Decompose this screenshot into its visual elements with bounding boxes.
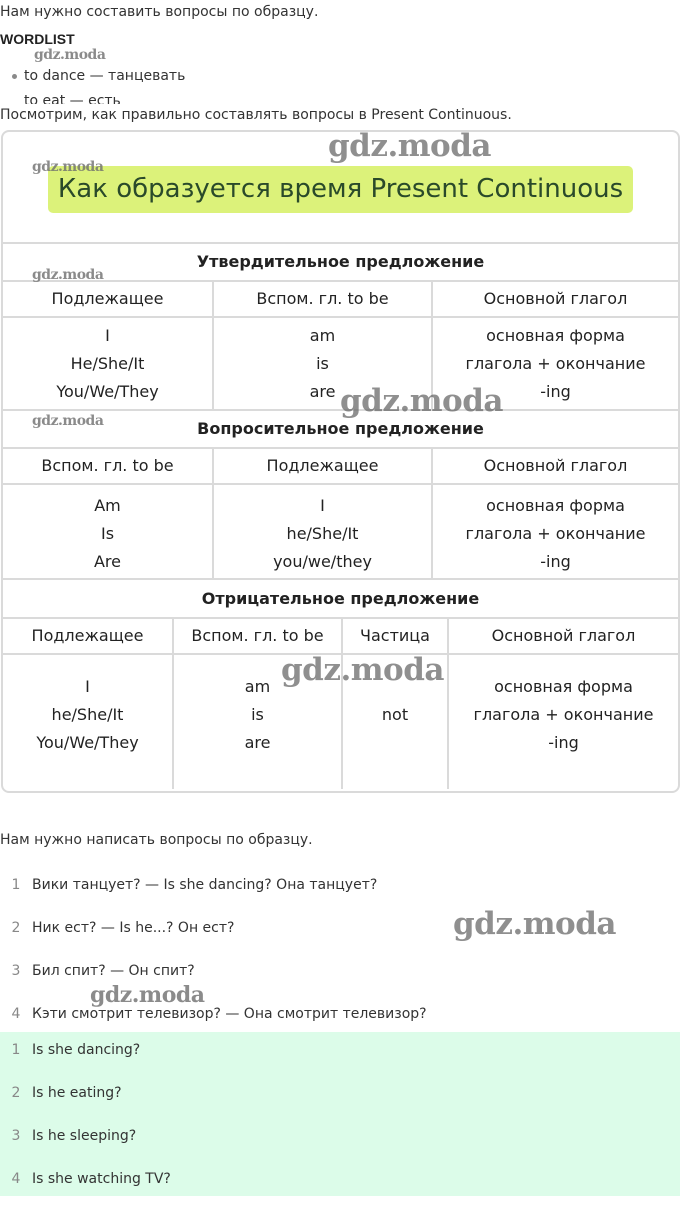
- table-divider: [3, 316, 678, 318]
- column-header: Вспом. гл. to be: [41, 456, 174, 475]
- wordlist-item-text: to dance — танцевать: [24, 68, 186, 84]
- column-header: Вспом. гл. to be: [256, 289, 389, 308]
- column-header: Подлежащее: [266, 456, 379, 475]
- section-title-negative: Отрицательное предложение: [201, 589, 480, 608]
- column-header: Подлежащее: [31, 626, 144, 645]
- bullet-icon: [12, 74, 17, 79]
- table-cell: I he/She/It you/we/they: [273, 496, 372, 571]
- section-title-interrogative: Вопросительное предложение: [197, 419, 484, 438]
- table-divider: [3, 447, 678, 449]
- table-title: Как образуется время Present Continuous: [48, 166, 633, 213]
- task-item: 2 Ник ест? — Is he...? Он ест?: [11, 920, 235, 936]
- table-cell: am is are: [244, 677, 271, 752]
- wordlist-title: WORDLIST: [0, 31, 75, 47]
- watermark: gdz.moda: [34, 47, 106, 63]
- wordlist-item: [12, 68, 185, 84]
- column-header: Частица: [360, 626, 430, 645]
- table-cell: I he/She/It You/We/They: [36, 677, 139, 752]
- column-header: Основной глагол: [483, 289, 628, 308]
- answer-item: 2 Is he eating?: [11, 1085, 122, 1101]
- column-header: Вспом. гл. to be: [191, 626, 324, 645]
- answer-item: 3 Is he sleeping?: [11, 1128, 137, 1144]
- table-cell: Am Is Are: [93, 496, 121, 571]
- wordlist-item-text: to eat — есть: [24, 95, 121, 104]
- table-divider: [3, 280, 678, 282]
- section-title-affirmative: Утвердительное предложение: [196, 252, 485, 271]
- watermark: gdz.moda: [32, 159, 104, 175]
- watermark: gdz.moda: [32, 413, 104, 429]
- table-cell: основная форма глагола + окончание -ing: [465, 326, 646, 401]
- table-divider: [3, 578, 678, 580]
- column-header: Подлежащее: [51, 289, 164, 308]
- task-item: 1 Вики танцует? — Is she dancing? Она танцует?: [11, 877, 378, 893]
- intro-text: Нам нужно составить вопросы по образцу.: [0, 4, 319, 20]
- lead-text: Посмотрим, как правильно составлять вопросы в Present Continuous.: [0, 107, 512, 123]
- table-cell: I He/She/It You/We/They: [56, 326, 159, 401]
- table-cell: am is are: [309, 326, 336, 401]
- task-item: 4 Кэти смотрит телевизор? — Она смотрит телевизор?: [11, 1006, 427, 1022]
- watermark: gdz.moda: [90, 982, 205, 1008]
- table-divider: [3, 242, 678, 244]
- watermark: gdz.moda: [328, 128, 491, 164]
- task-intro: Нам нужно написать вопросы по образцу.: [0, 832, 313, 848]
- watermark: gdz.moda: [281, 652, 444, 688]
- watermark: gdz.moda: [453, 906, 616, 942]
- wordlist-item: [12, 95, 121, 104]
- table-divider: [3, 483, 678, 485]
- watermark: gdz.moda: [32, 267, 104, 283]
- column-header: Основной глагол: [483, 456, 628, 475]
- answer-item: 4 Is she watching TV?: [11, 1171, 171, 1187]
- table-cell: основная форма глагола + окончание -ing: [473, 677, 654, 752]
- answer-item: 1 Is she dancing?: [11, 1042, 141, 1058]
- watermark: gdz.moda: [340, 383, 503, 419]
- table-cell: not: [381, 705, 409, 724]
- column-header: Основной глагол: [491, 626, 636, 645]
- task-item: 3 Бил спит? — Он спит?: [11, 963, 195, 979]
- table-cell: основная форма глагола + окончание -ing: [465, 496, 646, 571]
